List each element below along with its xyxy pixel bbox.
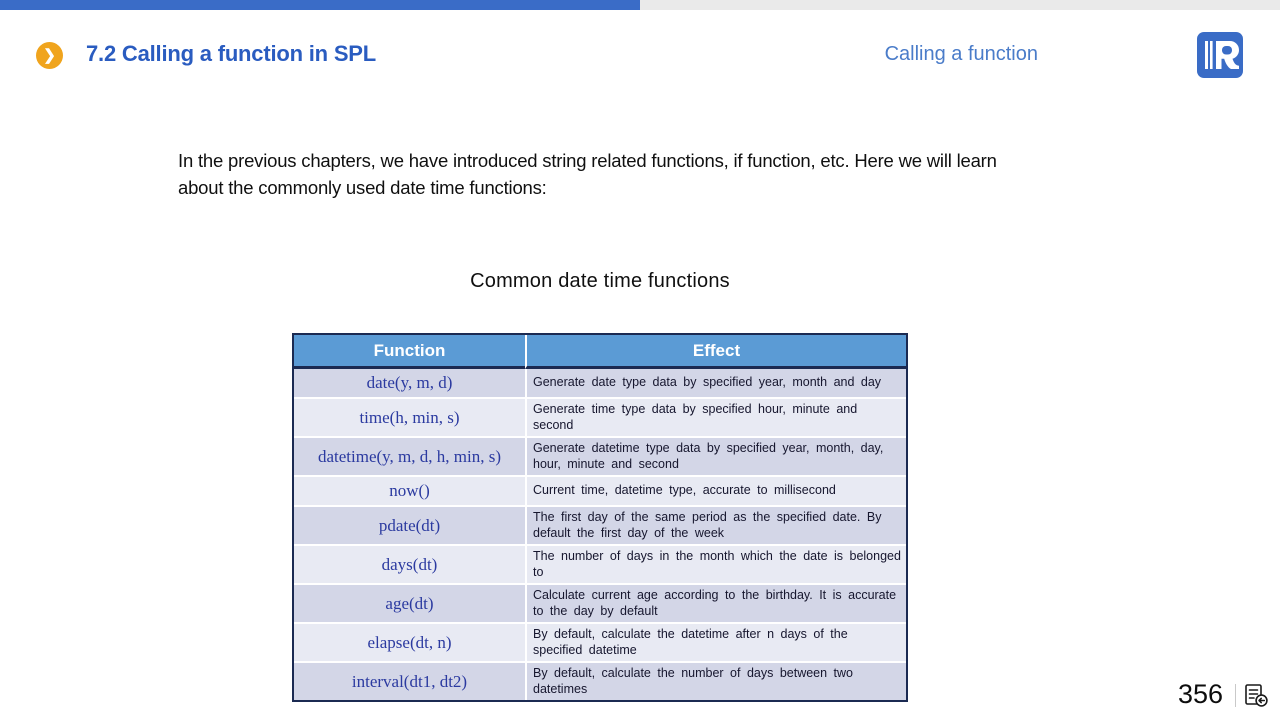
function-cell: elapse(dt, n) (294, 622, 525, 661)
effect-cell: Generate time type data by specified hour, minute and second (525, 397, 906, 436)
footer-divider (1235, 684, 1236, 707)
function-cell: time(h, min, s) (294, 397, 525, 436)
function-cell: datetime(y, m, d, h, min, s) (294, 436, 525, 475)
functions-table-container (292, 333, 908, 702)
top-gray-bar (640, 0, 1280, 10)
effect-cell: Calculate current age according to the birthday. It is accurate to the day by default (525, 583, 906, 622)
table-row (294, 505, 906, 544)
effect-cell: The number of days in the month which the date is belonged to (525, 544, 906, 583)
chevron-right-icon (36, 42, 63, 69)
return-to-contents-icon[interactable] (1243, 682, 1269, 708)
function-cell: days(dt) (294, 544, 525, 583)
effect-cell: Generate datetime type data by specified year, month, day, hour, minute and second (525, 436, 906, 475)
function-cell: interval(dt1, dt2) (294, 661, 525, 700)
top-accent-bar (0, 0, 640, 10)
section-title: 7.2 Calling a function in SPL (86, 41, 377, 66)
table-row (294, 369, 906, 397)
table-header-row (294, 335, 906, 369)
function-cell: pdate(dt) (294, 505, 525, 544)
effect-cell: By default, calculate the number of days between two datetimes (525, 661, 906, 700)
table-row (294, 583, 906, 622)
table-row (294, 397, 906, 436)
effect-cell: Current time, datetime type, accurate to millisecond (525, 475, 906, 505)
table-row (294, 475, 906, 505)
table-row (294, 661, 906, 700)
function-cell: now() (294, 475, 525, 505)
table-row (294, 436, 906, 475)
functions-table (292, 333, 908, 702)
effect-cell: The first day of the same period as the specified date. By default the first day of the week (525, 505, 906, 544)
esproc-logo-icon (1196, 31, 1244, 79)
function-cell: age(dt) (294, 583, 525, 622)
effect-cell: By default, calculate the datetime after n days of the specified datetime (525, 622, 906, 661)
table-row (294, 544, 906, 583)
column-header-effect: Effect (525, 335, 906, 369)
column-header-function: Function (294, 335, 525, 369)
table-caption: Common date time functions (470, 270, 730, 292)
chevron-glyph: ❯ (43, 47, 56, 64)
intro-paragraph: In the previous chapters, we have introduced string related functions, if function, etc. Here we will learn about the commonly used date time functions: (178, 150, 997, 198)
page-number: 356 (1178, 679, 1224, 709)
function-cell: date(y, m, d) (294, 369, 525, 397)
table-row (294, 622, 906, 661)
running-header-subtitle: Calling a function (884, 43, 1038, 65)
effect-cell: Generate date type data by specified year, month and day (525, 369, 906, 397)
